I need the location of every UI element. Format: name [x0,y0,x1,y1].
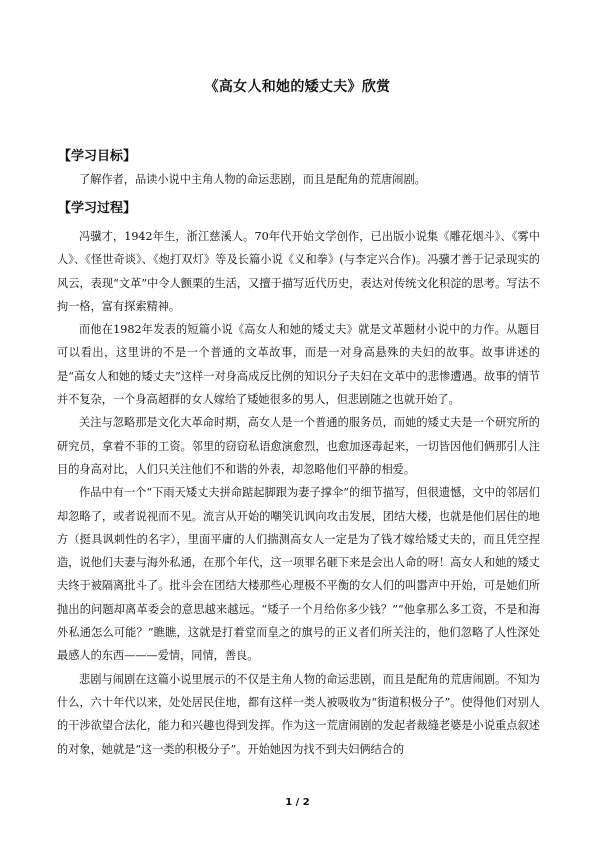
body-paragraph-5: 悲剧与闹剧在这篇小说里展示的不仅是主角人物的命运悲剧，而且是配角的荒唐闹剧。不知为什么，六十年代以来，处处居民住地，都有这样一类人被吸收为“街道积极分子”。使得他们对别人的干涉欲望合法化，能力和兴趣也得到发挥。作为这一荒唐闹剧的发起者裁缝老婆是小说重点叙述的对象，她就是“这一类的积极分子”。开始她因为找不到夫妇俩结合的 [57,672,540,756]
body-paragraph-3: 关注与忽略那是文化大革命时期，高女人是一个普通的服务员，而她的矮丈夫是一个研究所的研究员，拿着不菲的工资。邻里的窃窃私语愈演愈烈，也愈加逐毒起来，一切皆因他们俩那引人注目的身高对比，人们只关注他们不和谐的外表，却忽略他们平静的相爱。 [57,416,540,476]
process-text-block [57,225,540,761]
page-number: 1 / 2 [285,797,310,808]
body-paragraph-2: 而他在1982年发表的短篇小说《高女人和她的矮丈夫》就是文革题材小说中的力作。从题目可以看出，这里讲的不是一个普通的文革故事，而是一对身高悬殊的夫妇的故事。故事讲述的是“高女人和她的矮丈夫”这样一对身高成反比例的知识分子夫妇在文革中的悲惨遭遇。故事的情节并不复杂，一个身高超群的女人嫁给了矮她很多的男人，但悲剧随之也就开始了。 [57,323,540,407]
body-paragraph-1: 冯骥才，1942年生，浙江慈溪人。70年代开始文学创作，已出版小说集《雕花烟斗》、《雾中人》、《怪世奇谈》、《炮打双灯》等及长篇小说《义和拳》(与李定兴合作)。冯骥才善于记录现实的风云，表现“文革”中令人颤栗的生活，又擅于描写近代历史，表达对传统文化积淀的思考。写法不拘一格，富有探索精神。 [57,230,540,313]
body-paragraph-4: 作品中有一个“下雨天矮丈夫拼命踮起脚跟为妻子撑伞”的细节描写，但很遗憾，文中的邻居们却忽略了，或者说视而不见。流言从开始的嘲笑讥讽向攻击发展，团结大楼，也就是他们居住的地方（挺具讽刺性的名字），里面平庸的人们揣测高女人一定是为了钱才嫁给矮丈夫的，而且凭空捏造，说他们夫妻与海外私通，在那个年代，这一项罪名砸下来是会出人命的呀！高女人和她的矮丈夫终于被隔离批斗了。批斗会在团结大楼那些心理极不平衡的女人们的叫嚣声中开始，可是她们所抛出的问题却离革委会的意思越来越远。“矮子一个月给你多少钱？”“他拿那么多工资，不是和海外私通怎么可能？”瞧瞧，这就是打着堂而皇之的旗号的正义者们所关注的，他们忽略了人性深处最感人的东西———爱情，同情，善良。 [57,486,540,663]
goals-paragraph: 了解作者，品读小说中主角人物的命运悲剧，而且是配角的荒唐闹剧。 [79,173,426,186]
document-title: 《高女人和她的矮丈夫》欣赏 [204,79,391,95]
section-heading-process: 【学习过程】 [58,201,137,216]
goals-text-block [57,168,540,191]
section-heading-goals: 【学习目标】 [58,149,137,164]
